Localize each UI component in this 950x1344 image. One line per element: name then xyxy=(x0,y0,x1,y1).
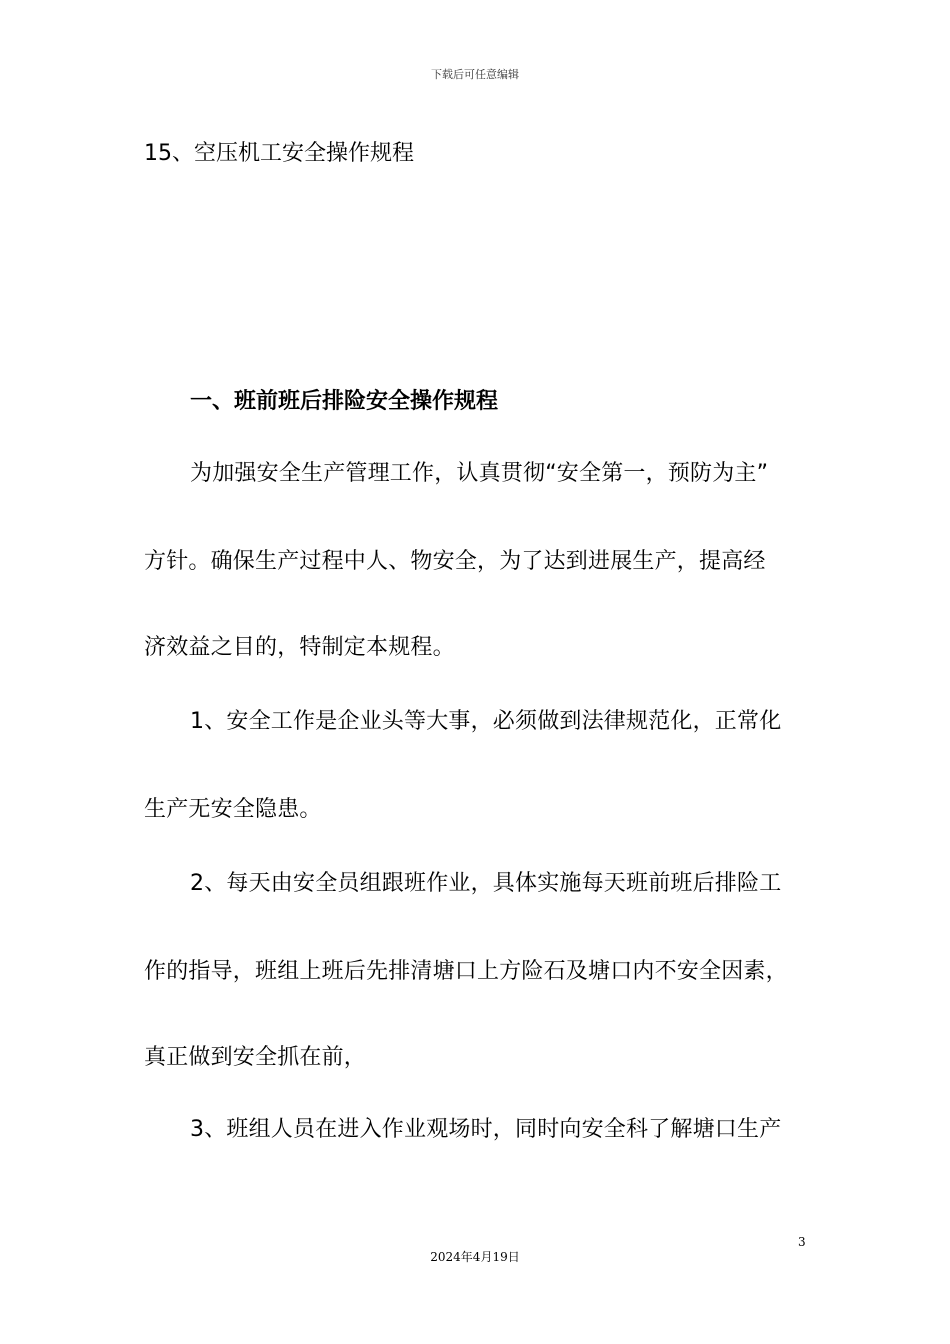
paragraph-line: 3、班组人员在进入作业观场时，同时向安全科了解塘口生产 xyxy=(190,1117,782,1142)
paragraph-line: 为加强安全生产管理工作，认真贯彻“安全第一，预防为主” xyxy=(190,461,769,486)
page-number: 3 xyxy=(798,1235,806,1249)
page-header: 下载后可任意编辑 xyxy=(431,68,519,81)
footer-date: 2024年4月19日 xyxy=(430,1250,520,1264)
paragraph-line: 济效益之目的，特制定本规程。 xyxy=(144,635,455,660)
paragraph-line: 真正做到安全抓在前， xyxy=(144,1045,367,1070)
paragraph-line: 1、安全工作是企业头等大事，必须做到法律规范化，正常化 xyxy=(190,709,782,734)
document-title: 15、空压机工安全操作规程 xyxy=(144,141,414,166)
paragraph-line: 方针。确保生产过程中人、物安全，为了达到进展生产，提高经 xyxy=(144,549,766,574)
paragraph-line: 生产无安全隐患。 xyxy=(144,797,322,822)
section-heading: 一、班前班后排险安全操作规程 xyxy=(190,389,499,414)
paragraph-line: 2、每天由安全员组跟班作业，具体实施每天班前班后排险工 xyxy=(190,871,782,896)
paragraph-line: 作的指导，班组上班后先排清塘口上方险石及塘口内不安全因素， xyxy=(144,959,788,984)
